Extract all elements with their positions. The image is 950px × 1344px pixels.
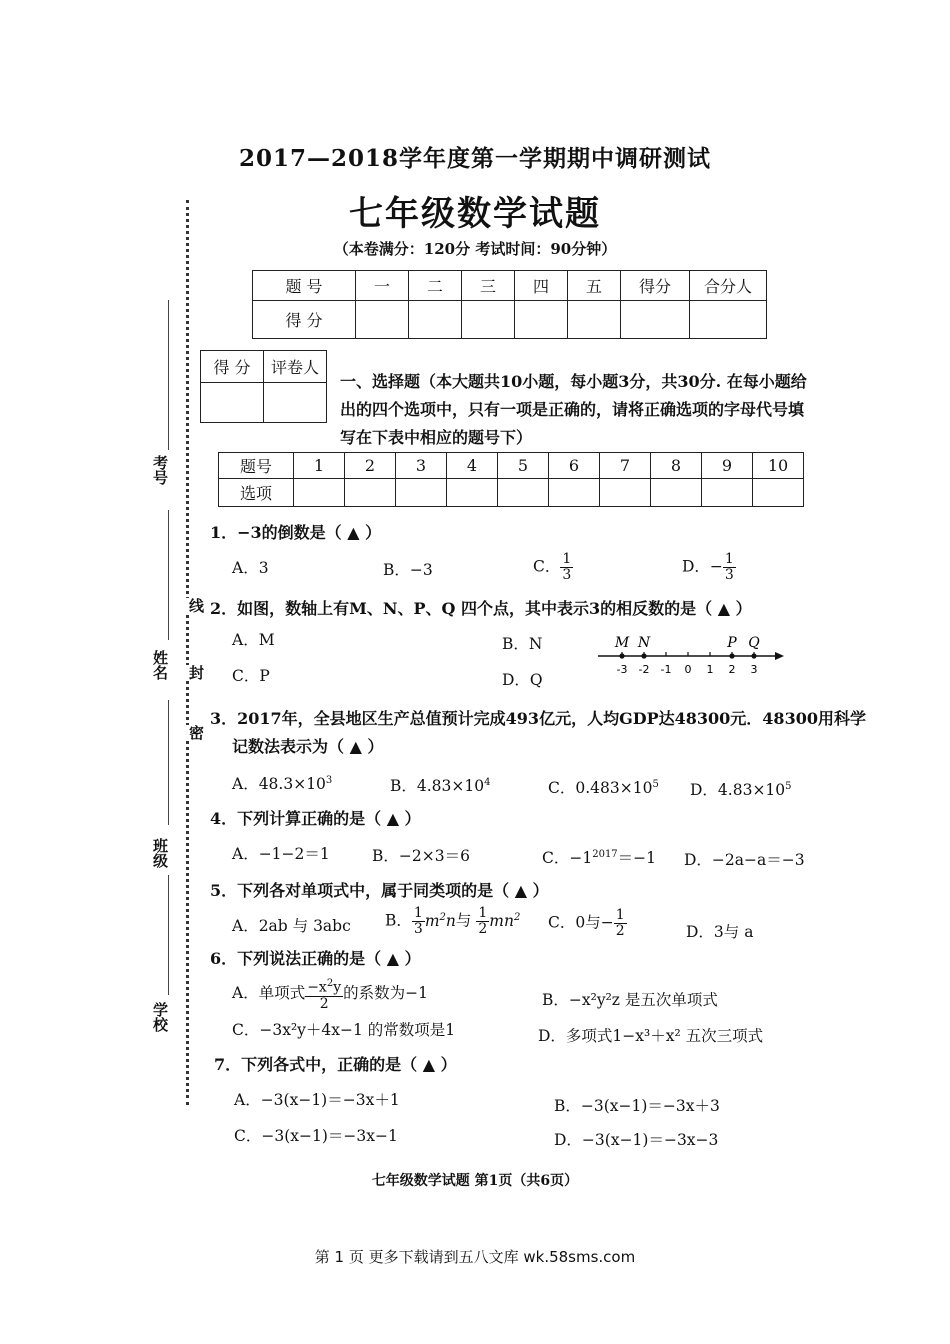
question-2-stem: 2．如图，数轴上有M、N、P、Q 四个点，其中表示3的相反数的是（ ▲ ） — [210, 599, 752, 618]
question-2-option-d: D．Q — [502, 671, 543, 689]
answer-choice-cell[interactable] — [753, 479, 804, 507]
number-line-point-label: P — [727, 635, 737, 651]
question-1-option-d — [682, 552, 736, 583]
number-line-tick-label: 1 — [706, 663, 714, 676]
answer-number-cell: 8 — [651, 453, 702, 479]
number-line-tick-label: -1 — [660, 663, 672, 676]
number-line-tick-label: -3 — [616, 663, 628, 676]
binding-dotted-line — [186, 200, 189, 1105]
question-2-option-a: A．M — [232, 631, 275, 649]
score-header: 一 — [356, 271, 409, 301]
name-line — [168, 510, 169, 640]
score-header: 得分 — [621, 271, 690, 301]
score-header: 合分人 — [690, 271, 767, 301]
answer-choice-cell[interactable] — [549, 479, 600, 507]
score-cell[interactable] — [409, 301, 462, 339]
answer-choice-cell[interactable] — [498, 479, 549, 507]
question-6-option-c: C．−3x²y＋4x−1 的常数项是1 — [232, 1021, 456, 1039]
answer-number-cell: 4 — [447, 453, 498, 479]
answer-number-cell: 5 — [498, 453, 549, 479]
fraction: $\frac{1}{2}$ — [615, 907, 625, 939]
score-table — [252, 270, 767, 339]
question-3-stem-line2: 记数法表示为（ ▲ ） — [232, 737, 384, 756]
question-4-option-a: A．−1−2＝1 — [232, 845, 330, 863]
number-line-tick-label: 0 — [684, 663, 692, 676]
answer-choice-cell[interactable] — [345, 479, 396, 507]
score-cell[interactable] — [462, 301, 515, 339]
exam-title: 2017—2018学年度第一学期期中调研测试 — [238, 145, 712, 172]
question-3-option-a: A．$48.3\times 10^3$ — [232, 774, 333, 793]
school-line — [168, 875, 169, 995]
fraction: $\frac{1}{2}$ — [478, 905, 488, 937]
answer-number-cell: 7 — [600, 453, 651, 479]
grader-label: 评卷人 — [264, 351, 327, 383]
question-3-option-b: B．$4.83\times 10^4$ — [390, 776, 491, 795]
question-5-option-c: C．0与− $\frac{1}{2}$ — [548, 907, 625, 939]
question-7-option-a: A．−3(x−1)＝−3x＋1 — [234, 1091, 400, 1109]
source-line: 第 1 页 更多下载请到五八文库 wk.58sms.com — [314, 1248, 636, 1266]
exam-subtitle: 七年级数学试题 — [349, 194, 601, 234]
number-line-point — [751, 653, 756, 658]
seal-mark-mi: 密 — [187, 725, 205, 740]
question-6-option-d: D．多项式1−x³＋x² 五次三项式 — [538, 1027, 764, 1045]
answer-number-cell: 2 — [345, 453, 396, 479]
answer-row-label: 题号 — [219, 453, 294, 479]
question-1-option-c — [533, 552, 573, 583]
name-label: 姓名 — [151, 650, 169, 680]
question-2-option-c: C．P — [232, 667, 270, 685]
number-line-point-label: Q — [748, 635, 760, 651]
answer-choice-cell[interactable] — [447, 479, 498, 507]
class-label: 班级 — [151, 838, 169, 868]
grader-score-label: 得 分 — [201, 351, 264, 383]
page-footer: 七年级数学试题 第1页（共6页） — [371, 1173, 579, 1189]
exam-no-label: 考号 — [151, 455, 169, 485]
answer-choice-cell[interactable] — [651, 479, 702, 507]
option-c-label: C． — [533, 557, 561, 576]
question-3-option-d: D．$4.83\times 10^5$ — [690, 780, 792, 799]
question-5-option-d: D．3与 a — [686, 923, 754, 941]
option-d-label: D．− — [682, 557, 723, 576]
score-header: 三 — [462, 271, 515, 301]
exam-note: （本卷满分：120分 考试时间：90分钟） — [333, 240, 617, 258]
number-line-point-label: N — [637, 635, 651, 651]
grader-score-cell[interactable] — [201, 383, 264, 423]
question-3-option-c: C．$0.483\times 10^5$ — [548, 778, 659, 797]
seal-mark-line: 线 — [187, 598, 205, 613]
answer-choice-cell[interactable] — [600, 479, 651, 507]
number-line-point — [641, 653, 646, 658]
seal-mark-feng: 封 — [187, 665, 205, 680]
score-cell[interactable] — [515, 301, 568, 339]
answer-choice-cell[interactable] — [294, 479, 345, 507]
question-6-stem: 6．下列说法正确的是（ ▲ ） — [210, 949, 421, 968]
score-header: 五 — [568, 271, 621, 301]
question-7-option-b: B．−3(x−1)＝−3x＋3 — [554, 1097, 720, 1115]
class-line — [168, 700, 169, 825]
number-line-arrow — [775, 652, 784, 660]
answer-number-cell: 9 — [702, 453, 753, 479]
answer-number-cell: 10 — [753, 453, 804, 479]
school-label: 学校 — [151, 1002, 169, 1032]
number-line-tick-label: 3 — [750, 663, 758, 676]
question-1-option-a: A．3 — [232, 559, 269, 577]
answer-table — [218, 452, 804, 507]
question-2-option-b: B．N — [502, 635, 543, 653]
score-cell[interactable] — [621, 301, 690, 339]
score-cell[interactable] — [690, 301, 767, 339]
answer-number-cell: 6 — [549, 453, 600, 479]
question-6-option-b: B．−x²y²z 是五次单项式 — [542, 991, 718, 1009]
section1-instructions: 一、选择题（本大题共10小题，每小题3分，共30分. 在每小题给出的四个选项中，只有一项是正确的，请将正确选项的字母代号填写在下表中相应的题号下） — [340, 372, 807, 447]
number-line-point — [619, 653, 624, 658]
question-6-option-a: A．单项式 $\frac{-x^2y}{2}$ 的系数为−1 — [232, 978, 428, 1012]
score-header: 二 — [409, 271, 462, 301]
score-row-label: 得 分 — [253, 301, 356, 339]
score-header: 题 号 — [253, 271, 356, 301]
question-4-stem: 4．下列计算正确的是（ ▲ ） — [210, 809, 421, 828]
answer-choice-cell[interactable] — [396, 479, 447, 507]
question-7-option-d: D．−3(x−1)＝−3x−3 — [554, 1131, 719, 1149]
answer-row-label: 选项 — [219, 479, 294, 507]
fraction: $\frac{1}{3}$ — [413, 905, 423, 937]
fraction: $\frac{1}{3}$ — [724, 551, 734, 583]
exam-no-line — [168, 300, 169, 450]
fraction: $\frac{1}{3}$ — [562, 551, 572, 583]
fraction: $\frac{-x^2y}{2}$ — [307, 978, 342, 1012]
grader-cell[interactable] — [264, 383, 327, 423]
question-3-stem-line1: 3．2017年，全县地区生产总值预计完成493亿元，人均GDP达48300元．48300用科学 — [210, 709, 866, 728]
question-4-option-d: D．−2a−a＝−3 — [684, 851, 805, 869]
score-header: 四 — [515, 271, 568, 301]
question-1-option-b: B．−3 — [383, 561, 433, 579]
score-cell[interactable] — [568, 301, 621, 339]
question-5-option-b: B． $\frac{1}{3}$ $m^2n$与 $\frac{1}{2}$ $mn^2$ — [385, 905, 521, 937]
score-cell[interactable] — [356, 301, 409, 339]
answer-choice-cell[interactable] — [702, 479, 753, 507]
number-line-tick-label: 2 — [728, 663, 736, 676]
number-line-figure — [590, 632, 790, 680]
question-4-option-c: C．$-1^{2017}=-1$ — [542, 848, 657, 867]
question-5-stem: 5．下列各对单项式中，属于同类项的是（ ▲ ） — [210, 881, 549, 900]
answer-number-cell: 3 — [396, 453, 447, 479]
question-7-option-c: C．−3(x−1)＝−3x−1 — [234, 1127, 398, 1145]
question-1-stem: 1．−3的倒数是（ ▲ ） — [210, 523, 382, 542]
question-7-stem: 7．下列各式中，正确的是（ ▲ ） — [214, 1055, 457, 1074]
question-5-option-a: A．2ab 与 3abc — [232, 917, 351, 935]
number-line-point — [729, 653, 734, 658]
answer-number-cell: 1 — [294, 453, 345, 479]
question-4-option-b: B．−2×3＝6 — [372, 847, 470, 865]
grader-table — [200, 350, 327, 423]
number-line-point-label: M — [614, 635, 630, 651]
number-line-tick-label: -2 — [638, 663, 650, 676]
